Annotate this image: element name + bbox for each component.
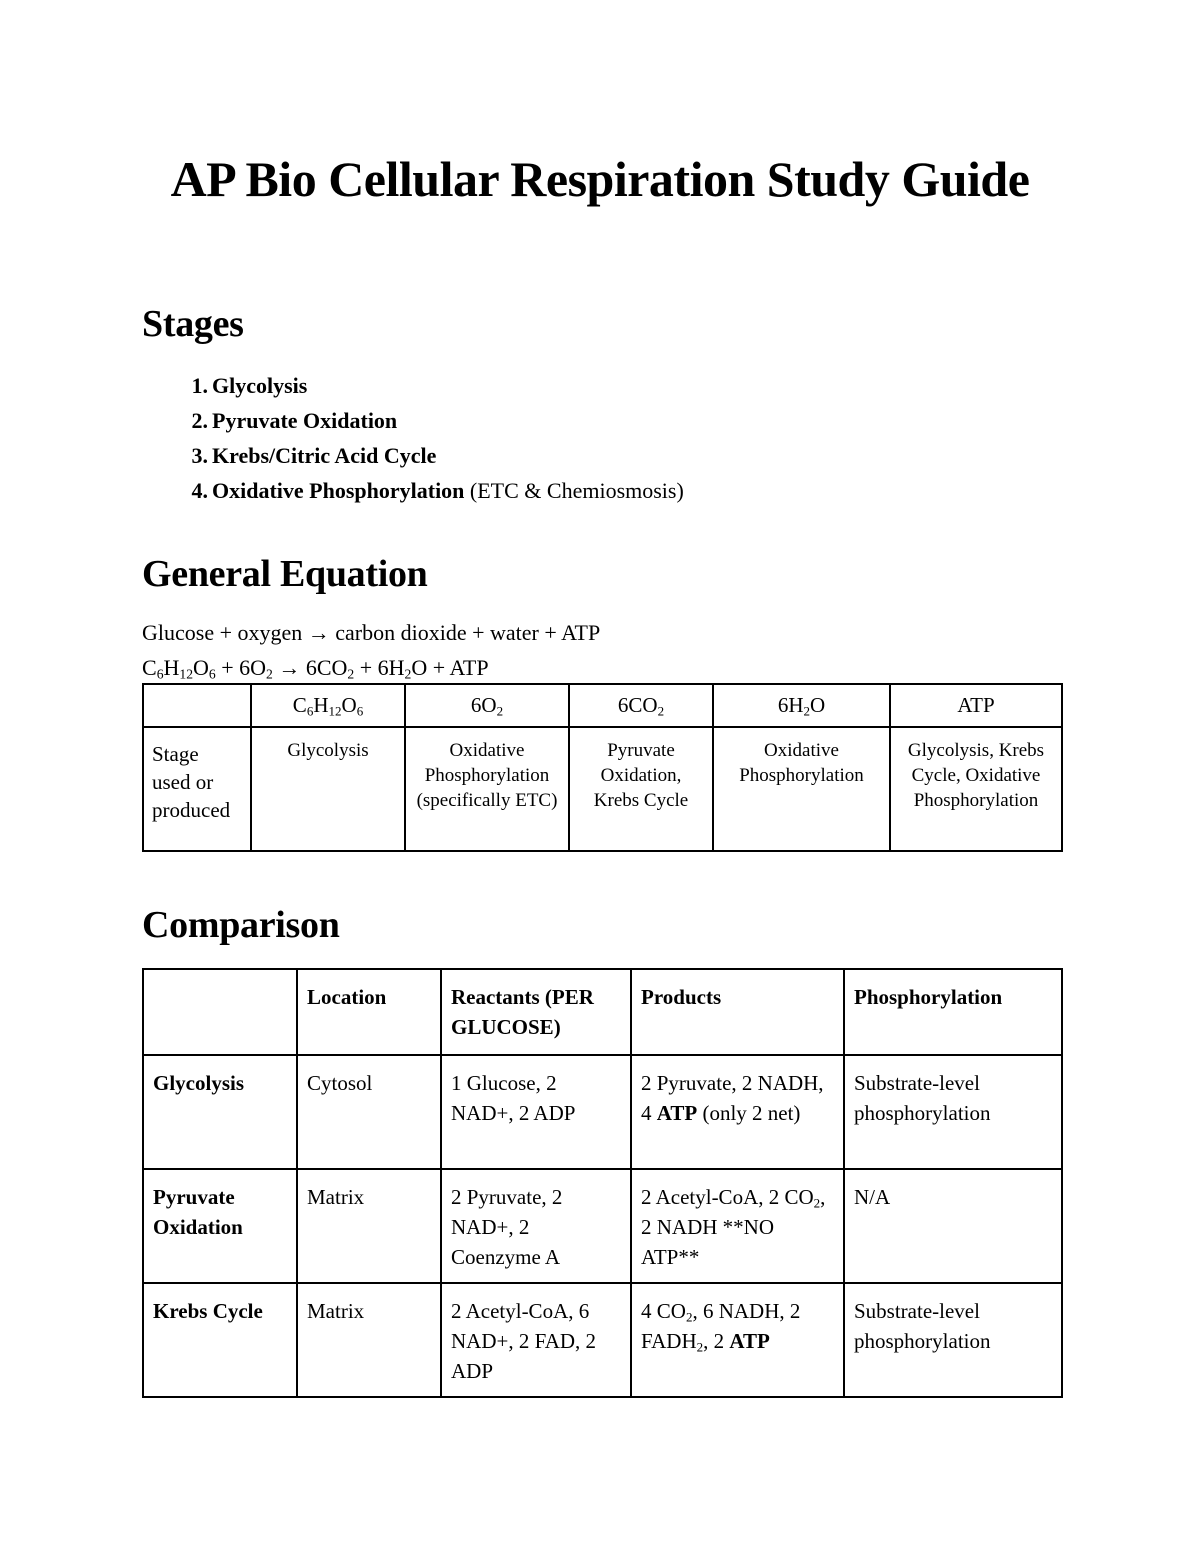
- cell-phosphorylation: Substrate-level phosphorylation: [844, 1055, 1062, 1169]
- header-o2: $6O_2$: [405, 684, 569, 727]
- cell-products: 2 Pyruvate, 2 NADH, 4 ATP (only 2 net): [631, 1055, 844, 1169]
- cell-reactants: 2 Pyruvate, 2 NAD+, 2 Coenzyme A: [441, 1169, 631, 1283]
- word-equation: Glucose + oxygen → carbon dioxide + water + ATP: [142, 620, 601, 645]
- table-header-row: [143, 969, 1062, 1055]
- formula-equation: $C_6H_{12}O_6 + 6O_2 \to 6CO_2 + 6H_2O$ + ATP: [142, 655, 489, 682]
- stage-item: 2. Pyruvate Oxidation: [191, 408, 398, 433]
- comparison-table: [142, 968, 1063, 1398]
- table-row: [143, 727, 1062, 851]
- row-label: Stage used or produced: [143, 727, 251, 851]
- table-row: [143, 1283, 1062, 1397]
- stage-item: 1. Glycolysis: [191, 373, 308, 398]
- header-products: Products: [631, 969, 844, 1055]
- header-co2: $6CO_2$: [569, 684, 713, 727]
- cell-phosphorylation: Substrate-level phosphorylation: [844, 1283, 1062, 1397]
- cell-o2-stage: Oxidative Phosphorylation (specifically ETC): [405, 727, 569, 851]
- header-phosphorylation: Phosphorylation: [844, 969, 1062, 1055]
- header-h2o: $6H_2O$: [713, 684, 890, 727]
- cell-glucose-stage: Glycolysis: [251, 727, 405, 851]
- stage-note: (ETC & Chemiosmosis): [469, 478, 684, 503]
- stages-list: [142, 368, 684, 508]
- cell-reactants: 2 Acetyl-CoA, 6 NAD+, 2 FAD, 2 ADP: [441, 1283, 631, 1397]
- cell-reactants: 1 Glucose, 2 NAD+, 2 ADP: [441, 1055, 631, 1169]
- cell-h2o-stage: Oxidative Phosphorylation: [713, 727, 890, 851]
- row-stage: Krebs Cycle: [143, 1283, 297, 1397]
- cell-location: Matrix: [297, 1283, 441, 1397]
- cell-phosphorylation: N/A: [844, 1169, 1062, 1283]
- cell-co2-stage: Pyruvate Oxidation, Krebs Cycle: [569, 727, 713, 851]
- equation-table: [142, 683, 1063, 852]
- stage-item: 4. Oxidative Phosphorylation (ETC & Chemiosmosis): [191, 478, 684, 503]
- table-row: [143, 1055, 1062, 1169]
- table-row: [143, 1169, 1062, 1283]
- row-stage: Pyruvate Oxidation: [143, 1169, 297, 1283]
- stages-heading: Stages: [142, 303, 244, 345]
- table-header-row: [143, 684, 1062, 727]
- cell-location: Cytosol: [297, 1055, 441, 1169]
- empty-header-cell: [143, 684, 251, 727]
- cell-products: 2 Acetyl-CoA, 2 $CO_2$, 2 NADH **NO ATP**: [631, 1169, 844, 1283]
- page-title: AP Bio Cellular Respiration Study Guide: [170, 151, 1030, 207]
- cell-location: Matrix: [297, 1169, 441, 1283]
- cell-atp-stage: Glycolysis, Krebs Cycle, Oxidative Phosphorylation: [890, 727, 1062, 851]
- empty-header-cell: [143, 969, 297, 1055]
- row-stage: Glycolysis: [143, 1055, 297, 1169]
- header-glucose: $C_6H_{12}O_6$: [251, 684, 405, 727]
- header-atp: ATP: [890, 684, 1062, 727]
- general-equation-heading: General Equation: [142, 553, 428, 595]
- header-reactants: Reactants (PER GLUCOSE): [441, 969, 631, 1055]
- stage-item: 3. Krebs/Citric Acid Cycle: [191, 443, 437, 468]
- cell-products: 4 $CO_2$, 6 NADH, 2 $FADH_2$, 2 ATP: [631, 1283, 844, 1397]
- header-location: Location: [297, 969, 441, 1055]
- comparison-heading: Comparison: [142, 904, 340, 946]
